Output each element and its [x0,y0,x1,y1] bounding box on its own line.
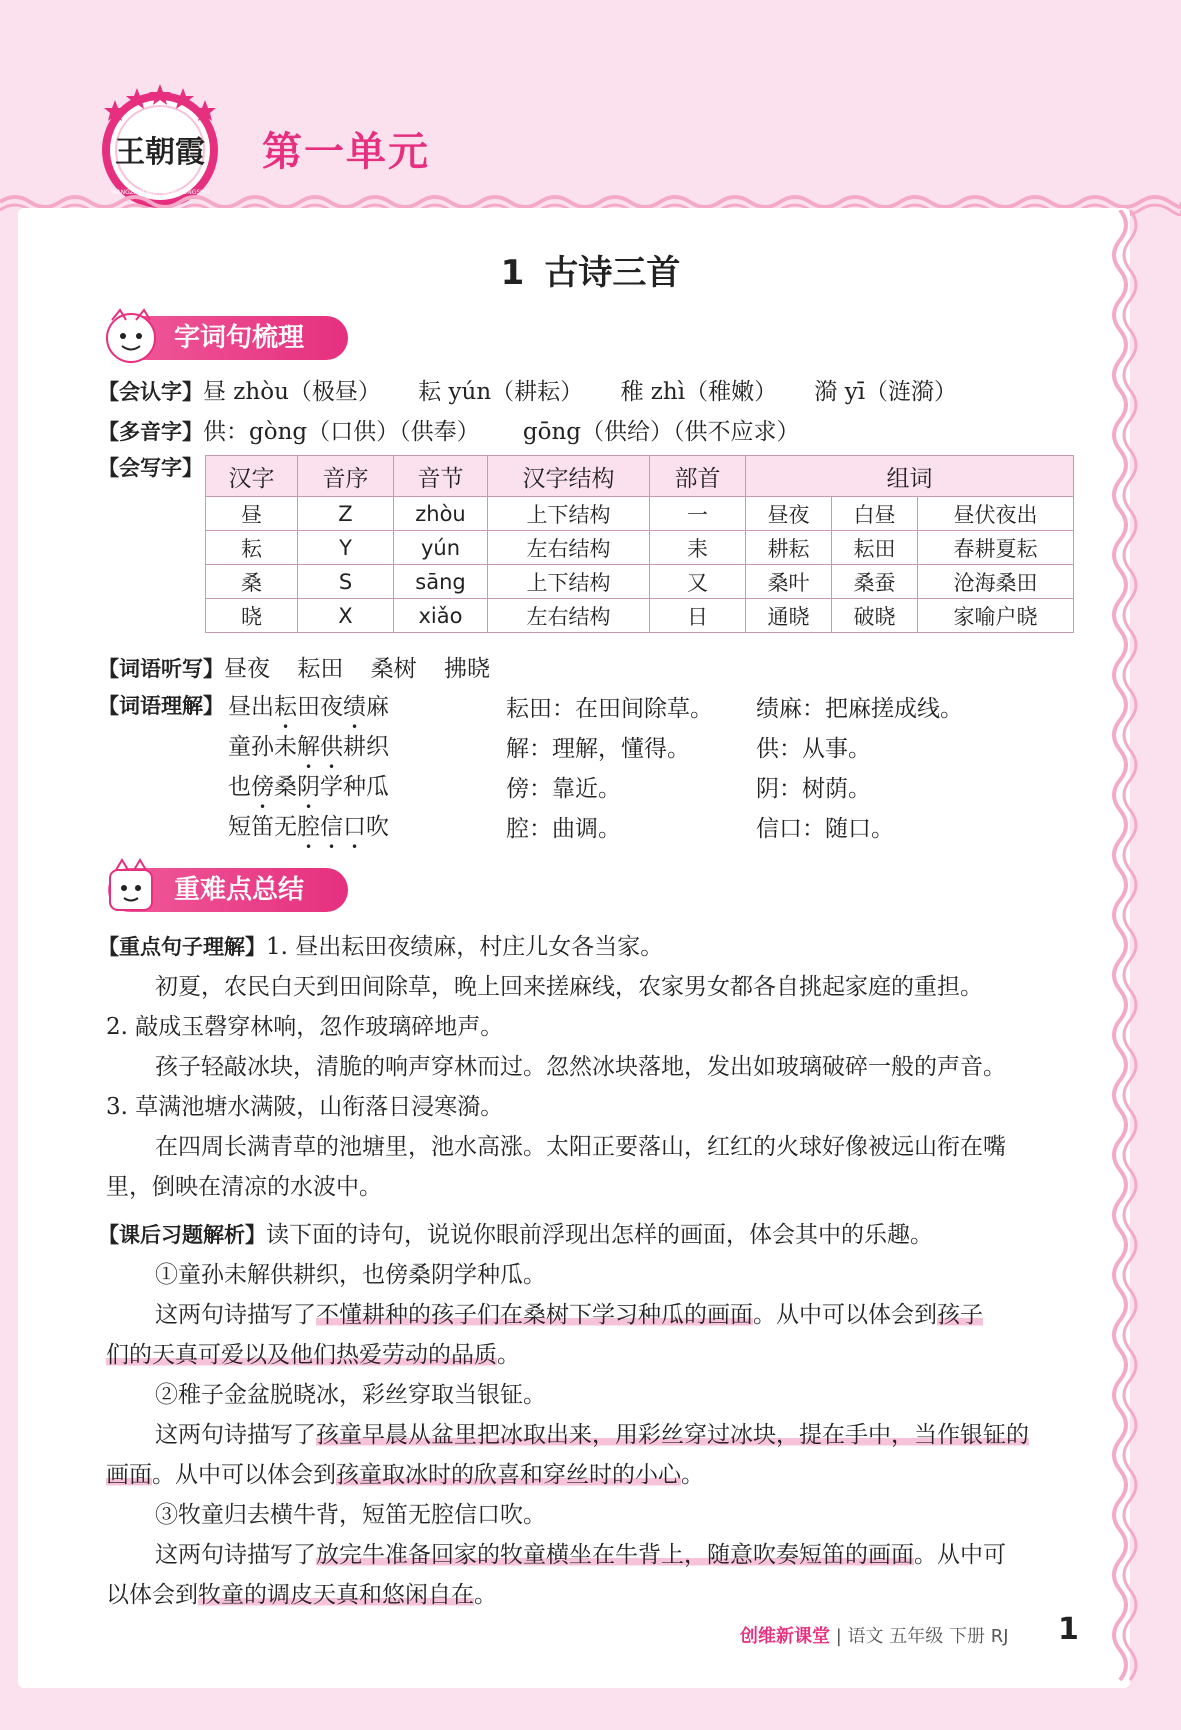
poem-seg: 学种瓜 [320,774,389,800]
poem-seg: 桑 [274,774,297,800]
answer-text: 以体会到 [106,1582,198,1608]
answer-text: 。从中可以体会到 [753,1302,937,1328]
table-cell: 春耕夏耘 [918,531,1074,565]
key-sentence-explain: 孩子轻敲冰块，清脆的响声穿林而过。忽然冰块落地，发出如玻璃破碎一般的声音。 [155,1054,1006,1080]
table-cell: 沧海桑田 [918,565,1074,599]
section-banner-key-points [108,868,348,912]
answer-line [106,1336,520,1369]
recognize-item: 稚 zhì（稚嫩） [620,379,778,405]
table-header: 音序 [298,456,394,497]
table-cell: 耘 [206,531,298,565]
answer-text: 。从中可 [914,1542,1006,1568]
unit-title: 第一单元 [262,129,430,175]
table-cell: 桑叶 [746,565,832,599]
answer-line [106,1456,704,1489]
meaning-explain: 傍：靠近。 [506,776,621,802]
lesson-title [0,245,1181,294]
poem-line [228,808,389,854]
answer-highlight: 牧童的调皮天真和悠闲自在 [198,1582,474,1608]
table-row [206,599,1074,633]
poem-seg: 麻 [366,694,389,720]
poem-seg-dotted: 信口 [320,814,366,840]
char-table [205,455,1074,633]
table-cell: 一 [650,497,746,531]
table-cell: 上下结构 [488,497,650,531]
lesson-name: 古诗三首 [544,253,681,293]
key-sentence: 2. 敲成玉磬穿林响，忽作玻璃碎地声。 [106,1014,504,1040]
table-cell: 家喻户晓 [918,599,1074,633]
poem-seg: 童孙未 [228,734,297,760]
answer-text: 这两句诗描写了 [155,1542,316,1568]
table-cell: 桑 [206,565,298,599]
poem-seg-dotted: 耘 [274,694,297,720]
page-header [0,0,1181,215]
section-title-key-points: 重难点总结 [174,875,305,905]
dictation-word: 桑树 [370,656,417,682]
table-cell: zhòu [394,497,488,531]
poem-quote: ②稚子金盆脱晓冰，彩丝穿取当银钲。 [155,1382,546,1408]
table-row [206,565,1074,599]
table-cell: 昼 [206,497,298,531]
dictation-word: 拂晓 [443,656,490,682]
table-header: 音节 [394,456,488,497]
table-cell: 耒 [650,531,746,565]
answer-text: 这两句诗描写了 [155,1302,316,1328]
right-wave-border [1110,210,1150,1690]
poem-seg-dotted: 供 [320,734,343,760]
answer-highlight: 孩子 [937,1302,983,1328]
poem-seg: 耕织 [343,734,389,760]
table-cell: 桑蚕 [832,565,918,599]
table-header-row [206,456,1074,497]
table-cell: S [298,565,394,599]
meaning-explain: 阴：树荫。 [756,776,871,802]
recognize-item: 漪 yī（涟漪） [814,379,958,405]
section-banner-words [108,316,348,360]
table-cell: 昼伏夜出 [918,497,1074,531]
lesson-number: 1 [500,253,525,293]
meaning-explain: 腔：曲调。 [506,816,621,842]
table-cell: 通晓 [746,599,832,633]
table-cell: 昼夜 [746,497,832,531]
table-cell: 左右结构 [488,531,650,565]
answer-highlight: 孩童早晨从盆里把冰取出来，用彩丝穿过冰块，提在手中，当作银钲的 [316,1422,1029,1448]
write-tag-line [98,452,203,482]
table-cell: 日 [650,599,746,633]
answer-line [155,1536,1006,1569]
cartoon-mascot-icon [100,306,162,366]
footer-brand: 创维新课堂 [740,1626,830,1647]
table-header: 汉字 [206,456,298,497]
answer-text: 这两句诗描写了 [155,1422,316,1448]
table-cell: 白昼 [832,497,918,531]
table-cell: Z [298,497,394,531]
poem-seg-dotted: 解 [297,734,320,760]
meaning-explain: 供：从事。 [756,736,871,762]
polyphone-text: 供：gòng（口供）（供奉） [203,419,480,445]
table-cell: 耕耘 [746,531,832,565]
poem-seg-dotted: 绩 [343,694,366,720]
answer-line [155,1416,1029,1449]
recognize-line [98,373,957,406]
table-cell: 左右结构 [488,599,650,633]
poem-seg-dotted: 阴 [297,774,320,800]
tag-recognize: 【会认字】 [98,380,203,404]
tag-key-sentence: 【重点句子理解】 [98,935,266,959]
dictation-word: 昼夜 [224,656,270,682]
answer-highlight: 孩童取冰时的欣喜和穿丝时的小心 [336,1462,681,1488]
answer-text: 。 [474,1582,497,1608]
table-cell: 破晓 [832,599,918,633]
table-cell: sāng [394,565,488,599]
answer-text: 。从中可以体会到 [152,1462,336,1488]
tag-polyphone: 【多音字】 [98,420,203,444]
poem-seg: 昼出 [228,694,274,720]
exercise-question: 读下面的诗句，说说你眼前浮现出怎样的画面，体会其中的乐趣。 [266,1222,933,1248]
exercise-line [98,1216,933,1249]
tag-exercise: 【课后习题解析】 [98,1223,266,1247]
answer-highlight: 放完牛准备回家的牧童横坐在牛背上，随意吹奏短笛的画面 [316,1542,914,1568]
poem-seg: 也 [228,774,251,800]
footer [740,1622,1009,1648]
key-sentence-explain: 初夏，农民白天到田间除草，晚上回来搓麻线，农家男女都各自挑起家庭的重担。 [155,974,983,1000]
meaning-explain: 耘田：在田间除草。 [506,696,713,722]
key-sentence: 1. 昼出耘田夜绩麻，村庄儿女各当家。 [266,934,664,960]
footer-info: 语文 五年级 下册 RJ [847,1626,1009,1647]
recognize-item: 昼 zhòu（极昼） [203,379,381,405]
tag-dictation: 【词语听写】 [98,657,224,681]
answer-text: 。 [681,1462,704,1488]
table-row [206,497,1074,531]
meaning-explain: 解：理解，懂得。 [506,736,690,762]
answer-highlight: 画面 [106,1462,152,1488]
key-sentence: 3. 草满池塘水满陂，山衔落日浸寒漪。 [106,1094,504,1120]
table-cell: 上下结构 [488,565,650,599]
key-sentence-explain: 在四周长满青草的池塘里，池水高涨。太阳正要落山，红红的火球好像被远山衔在嘴 [155,1134,1006,1160]
key-sentence-line [98,928,663,961]
table-cell: xiǎo [394,599,488,633]
table-cell: X [298,599,394,633]
poem-seg: 田夜 [297,694,343,720]
table-header: 组词 [746,456,1074,497]
recognize-item: 耘 yún（耕耘） [418,379,584,405]
poem-quote: ③牧童归去横牛背，短笛无腔信口吹。 [155,1502,546,1528]
polyphone-line [98,413,800,446]
answer-line [155,1296,983,1329]
logo-text: 王朝霞 [115,135,205,170]
table-cell: Y [298,531,394,565]
tag-write: 【会写字】 [98,456,203,480]
dictation-word: 耘田 [297,656,344,682]
table-cell: 耘田 [832,531,918,565]
meaning-explain: 信口：随口。 [756,816,894,842]
meaning-tag-line [98,690,224,720]
answer-text: 。 [497,1342,520,1368]
poem-seg: 短笛无 [228,814,297,840]
page-number: 1 [1058,1612,1079,1647]
key-sentence-explain: 里，倒映在清凉的水波中。 [106,1174,382,1200]
poem-seg-dotted: 傍 [251,774,274,800]
poem-quote: ①童孙未解供耕织，也傍桑阴学种瓜。 [155,1262,546,1288]
section-title-words: 字词句梳理 [174,323,305,353]
answer-highlight: 不懂耕种的孩子们在桑树下学习种瓜的画面 [316,1302,753,1328]
table-cell: yún [394,531,488,565]
table-cell: 晓 [206,599,298,633]
poem-seg: 吹 [366,814,389,840]
table-cell: 又 [650,565,746,599]
dictation-line [98,650,490,683]
poem-seg-dotted: 腔 [297,814,320,840]
polyphone-text: gōng（供给）（供不应求） [522,419,800,445]
table-row [206,531,1074,565]
tag-meaning: 【词语理解】 [98,694,224,718]
answer-line [106,1576,497,1609]
meaning-explain: 绩麻：把麻搓成线。 [756,696,963,722]
table-header: 汉字结构 [488,456,650,497]
table-header: 部首 [650,456,746,497]
logo-subtitle: WANGZHAOXIA XUEXI SONGSHU [110,189,210,196]
cartoon-mascot-icon [100,858,162,918]
answer-highlight: 们的天真可爱以及他们热爱劳动的品质 [106,1342,497,1368]
footer-divider: | [835,1626,842,1647]
